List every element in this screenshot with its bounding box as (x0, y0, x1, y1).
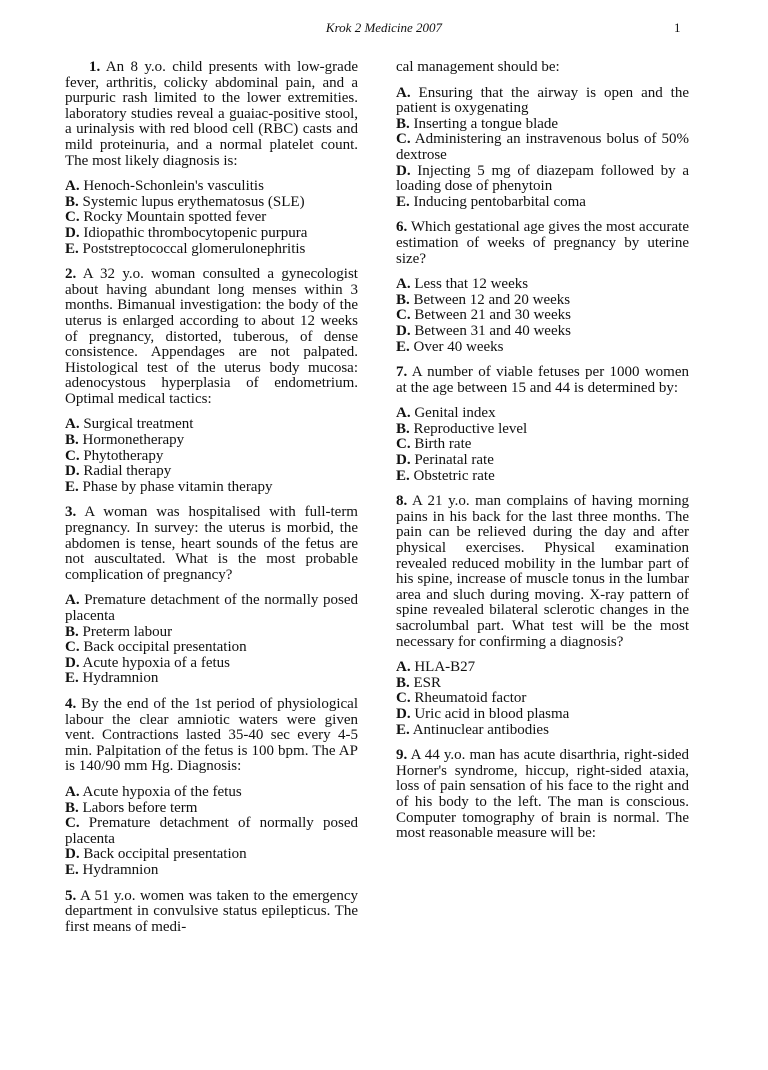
option-letter: C. (396, 690, 411, 707)
option-letter: B. (65, 799, 79, 816)
answer-option (65, 464, 358, 480)
option-text: Premature detachment of the normally posed placenta (65, 592, 358, 624)
option-text: Acute hypoxia of a fetus (82, 654, 230, 671)
question-text: A number of viable fetuses per 1000 women at the age between 15 and 44 is determined by: (396, 364, 689, 396)
option-letter: E. (396, 193, 410, 210)
option-text: Genital index (414, 405, 496, 422)
answer-option (396, 195, 689, 211)
option-letter: B. (396, 291, 410, 308)
option-letter: D. (396, 705, 411, 722)
question-stem (396, 494, 689, 650)
answer-option (65, 417, 358, 433)
question-stem (396, 365, 689, 396)
question-text: Which gestational age gives the most accurate estimation of weeks of pregnancy by uterine size? (396, 219, 689, 267)
option-text: HLA-B27 (414, 659, 476, 676)
question-stem (65, 505, 358, 583)
left-column (65, 60, 358, 945)
question-stem (65, 889, 358, 936)
option-letter: C. (65, 209, 80, 226)
option-letter: D. (396, 162, 411, 179)
answer-option (396, 422, 689, 438)
answer-option (65, 593, 358, 624)
answer-options (65, 179, 358, 257)
option-text: Surgical treatment (83, 416, 194, 433)
answer-option (396, 86, 689, 117)
question-stem (65, 267, 358, 407)
question-number: 9. (396, 747, 408, 764)
option-text: Back occipital presentation (83, 846, 247, 863)
answer-option (65, 242, 358, 258)
answer-option (65, 816, 358, 847)
option-text: Inserting a tongue blade (413, 115, 559, 132)
option-letter: B. (396, 115, 410, 132)
answer-option (396, 676, 689, 692)
answer-option (65, 785, 358, 801)
answer-option (65, 480, 358, 496)
question-number: 3. (65, 504, 77, 521)
option-text: Uric acid in blood plasma (414, 705, 570, 722)
option-letter: C. (65, 447, 80, 464)
option-text: Reproductive level (413, 420, 528, 437)
answer-options (65, 593, 358, 687)
question-number: 5. (65, 887, 77, 904)
option-text: Poststreptococcal glomerulonephritis (82, 240, 306, 257)
option-text: Phase by phase vitamin therapy (82, 478, 273, 495)
answer-option (396, 691, 689, 707)
option-text: Hydramnion (82, 670, 159, 687)
question-text: A 44 y.o. man has acute disarthria, right-sided Horner's syndrome, hiccup, right-sided ataxia, loss of pain sensation of his face to the right and of his body to the left. The man is conscious. Computer tomography of brain is normal. The most reasonable measure will be: (396, 747, 689, 842)
answer-options (396, 86, 689, 211)
option-text: Idiopathic thrombocytopenic purpura (83, 224, 308, 241)
option-text: Birth rate (414, 436, 472, 453)
answer-option (396, 293, 689, 309)
answer-option (396, 723, 689, 739)
question-stem (65, 60, 358, 169)
option-text: Antinuclear antibodies (412, 721, 549, 738)
option-text: Back occipital presentation (83, 639, 247, 656)
option-text: Between 31 and 40 weeks (414, 322, 571, 339)
answer-option (65, 195, 358, 211)
question-stem (396, 220, 689, 267)
question-stem (396, 748, 689, 842)
answer-option (65, 625, 358, 641)
option-letter: D. (65, 654, 80, 671)
option-letter: A. (65, 783, 80, 800)
option-text: Premature detachment of normally posed placenta (65, 815, 359, 847)
answer-option (65, 640, 358, 656)
option-text: Hormonetherapy (82, 432, 185, 449)
answer-option (396, 469, 689, 485)
question-number: 2. (65, 266, 77, 283)
option-letter: E. (65, 478, 79, 495)
option-letter: A. (65, 178, 80, 195)
question-text: A 51 y.o. women was taken to the emergency department in convulsive status epilepticus. The first means of medi- (65, 887, 358, 935)
option-text: Between 21 and 30 weeks (414, 307, 571, 324)
option-letter: D. (65, 463, 80, 480)
answer-option (396, 340, 689, 356)
option-letter: C. (65, 639, 80, 656)
question-number: 8. (396, 493, 408, 510)
answer-option (396, 132, 689, 163)
option-letter: D. (396, 452, 411, 469)
option-letter: E. (65, 240, 79, 257)
question-text: cal management should be: (396, 59, 560, 75)
option-text: Hydramnion (82, 861, 159, 878)
answer-option (65, 671, 358, 687)
answer-option (65, 179, 358, 195)
option-letter: C. (65, 815, 80, 832)
question-text: A woman was hospitalised with full-term pregnancy. In survey: the uterus is morbid, the abdomen is tense, heart sounds of the fetus are not auscultated. What is the most probable complication of pregnancy? (65, 504, 358, 583)
option-letter: C. (396, 131, 411, 148)
option-text: Labors before term (82, 799, 198, 816)
option-letter: B. (396, 674, 410, 691)
answer-option (396, 117, 689, 133)
answer-option (396, 406, 689, 422)
option-text: Acute hypoxia of the fetus (82, 783, 242, 800)
option-text: Henoch-Schonlein's vasculitis (83, 178, 264, 195)
option-letter: A. (65, 416, 80, 433)
option-letter: B. (65, 623, 79, 640)
question-number: 7. (396, 364, 408, 381)
option-letter: C. (396, 307, 411, 324)
option-text: Obstetric rate (413, 467, 495, 484)
option-letter: D. (65, 846, 80, 863)
option-letter: D. (396, 322, 411, 339)
option-letter: B. (65, 432, 79, 449)
answer-option (65, 656, 358, 672)
option-text: Over 40 weeks (413, 338, 504, 355)
answer-option (65, 226, 358, 242)
option-text: Phytotherapy (83, 447, 164, 464)
option-letter: A. (396, 84, 411, 101)
question-stem (65, 697, 358, 775)
question-number: 6. (396, 219, 408, 236)
answer-option (65, 801, 358, 817)
question-text: An 8 y.o. child presents with low-grade fever, arthritis, colicky abdominal pain, and a purpuric rash limited to the lower extremities. laboratory studies reveal a guaiac-positive stool, a urinalysis with red blood cell (RBC) casts and mild proteinuria, and a normal platelet count. The most likely diagnosis is: (65, 59, 358, 169)
question-text: A 21 y.o. man complains of having morning pains in his back for the last three months. The pain can be relieved during the day and after physical exercises. Physical examination revealed reduced mobility in the lumbar part of his spine, increase of muscle tonus in the lumbar area and sluch during moving. X-ray pattern of spine revealed bilateral sclerotic changes in the sacrolumbal part. What test will be the most necessary for confirming a diagnosis? (396, 493, 689, 650)
answer-option (396, 324, 689, 340)
option-text: Inducing pentobarbital coma (413, 193, 586, 210)
option-letter: A. (65, 592, 80, 609)
option-letter: A. (396, 276, 411, 293)
answer-option (396, 707, 689, 723)
option-text: Injecting 5 mg of diazepam followed by a loading dose of phenytoin (396, 162, 689, 195)
option-text: Between 12 and 20 weeks (413, 291, 571, 308)
answer-option (65, 210, 358, 226)
question-number: 4. (65, 695, 77, 712)
option-letter: B. (65, 193, 79, 210)
answer-option (396, 308, 689, 324)
option-text: Systemic lupus erythematosus (SLE) (82, 193, 305, 210)
question-text: By the end of the 1st period of physiological labour the clear amniotic waters were given vent. Contractions lasted 35-40 sec every 4-5 min. Palpitation of the fetus is 100 bpm. The AP is 140/90 mm Hg. Diagnosis: (65, 695, 358, 775)
page-number: 1 (674, 20, 681, 35)
answer-option (65, 433, 358, 449)
answer-option (396, 277, 689, 293)
question-stem (396, 60, 689, 76)
answer-options (396, 406, 689, 484)
option-text: Preterm labour (82, 623, 173, 640)
option-text: Perinatal rate (414, 452, 494, 469)
answer-option (65, 863, 358, 879)
answer-options (65, 785, 358, 879)
question-text: A 32 y.o. woman consulted a gynecologist about having abundant long menses within 3 months. Bimanual investigation: the body of the uterus is enlarged according to about 12 weeks of pregnancy, distorted, tuberous, of dense consistence. Appendages are not palpated. Histological test of the uterus body mucosa: adenocystous hyperplasia of endometrium. Optimal medical tactics: (65, 266, 358, 407)
option-letter: E. (396, 467, 410, 484)
answer-option (396, 453, 689, 469)
answer-option (396, 164, 689, 195)
answer-option (65, 847, 358, 863)
option-text: Rocky Mountain spotted fever (83, 209, 267, 226)
option-letter: E. (396, 721, 410, 738)
answer-options (396, 660, 689, 738)
answer-option (65, 449, 358, 465)
option-text: Less that 12 weeks (414, 276, 529, 293)
option-letter: A. (396, 659, 411, 676)
option-text: ESR (413, 674, 442, 691)
running-header: Krok 2 Medicine 2007 (325, 20, 443, 35)
option-letter: E. (65, 670, 79, 687)
option-text: Administering an instravenous bolus of 50% dextrose (396, 131, 689, 163)
option-text: Ensuring that the airway is open and the patient is oxygenating (396, 84, 690, 117)
answer-option (396, 437, 689, 453)
question-number: 1. (89, 59, 101, 75)
option-text: Rheumatoid factor (414, 690, 527, 707)
option-letter: D. (65, 224, 80, 241)
option-text: Radial therapy (83, 463, 172, 480)
answer-option (396, 660, 689, 676)
option-letter: B. (396, 420, 410, 437)
option-letter: E. (396, 338, 410, 355)
option-letter: E. (65, 861, 79, 878)
option-letter: A. (396, 405, 411, 422)
right-column (396, 60, 689, 852)
option-letter: C. (396, 436, 411, 453)
answer-options (65, 417, 358, 495)
answer-options (396, 277, 689, 355)
